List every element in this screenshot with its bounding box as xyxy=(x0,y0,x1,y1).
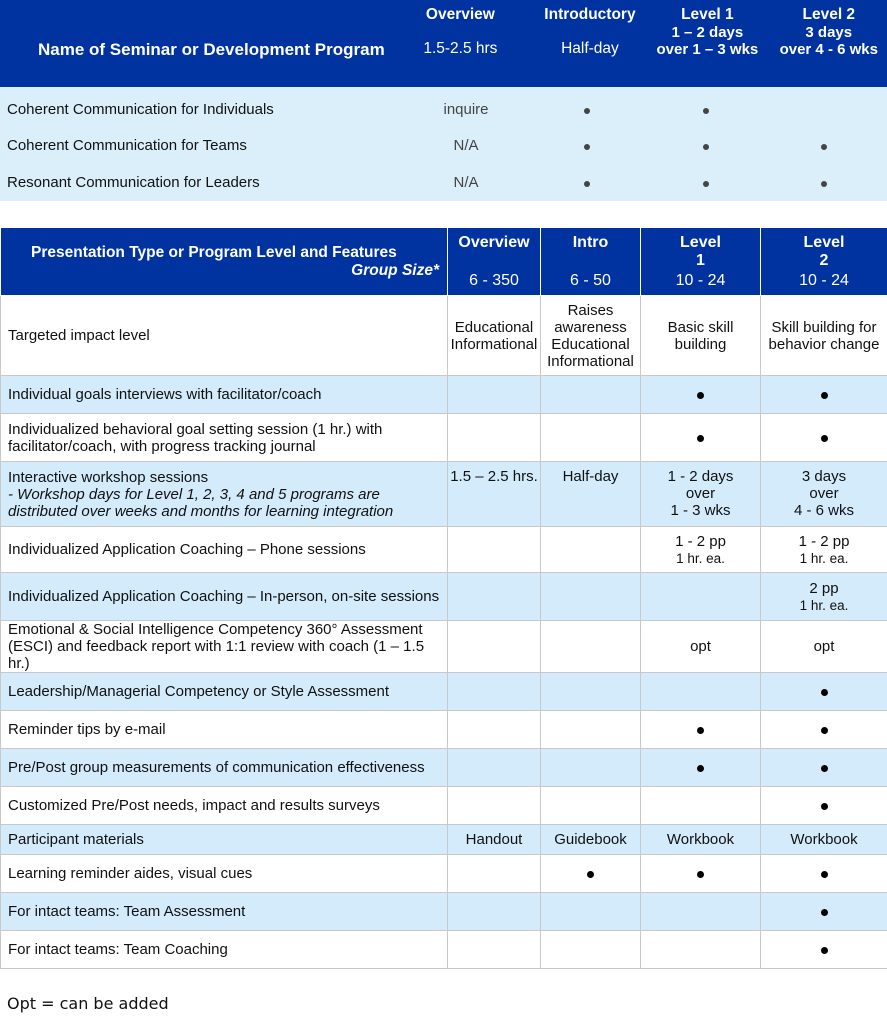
seminar-name-header: Name of Seminar or Development Program xyxy=(38,39,385,59)
feature-label: Reminder tips by e-mail xyxy=(1,711,448,749)
level-2-cell: Workbook xyxy=(761,825,887,855)
bullet-dot-icon xyxy=(697,435,704,442)
intro-cell xyxy=(541,749,641,787)
col-header-overview: Overview 6 - 350 xyxy=(448,228,541,296)
bullet-dot-icon xyxy=(587,871,594,878)
bullet-dot-icon xyxy=(703,108,709,114)
features-table-header xyxy=(1,228,887,296)
level-1-cell xyxy=(641,376,761,414)
level-1-cell xyxy=(641,573,761,621)
col-header-level-2: Level 2 3 days over 4 - 6 wks xyxy=(779,6,878,58)
feature-label: For intact teams: Team Assessment xyxy=(1,893,448,931)
level-2-cell: opt xyxy=(761,621,887,673)
feature-label: Individualized behavioral goal setting session (1 hr.) with facilitator/coach, with progress tracking journal xyxy=(1,414,448,462)
table-row xyxy=(1,931,887,969)
intro-cell xyxy=(541,893,641,931)
bullet-dot-icon xyxy=(697,765,704,772)
level-2-cell: 2 pp 1 hr. ea. xyxy=(761,573,887,621)
level-1-cell xyxy=(641,787,761,825)
group-size-value: 10 - 24 xyxy=(799,271,849,289)
col-header-overview: Overview 1.5-2.5 hrs xyxy=(423,6,498,57)
table-row xyxy=(0,164,887,201)
col-header-intro: Intro 6 - 50 xyxy=(541,228,641,296)
bullet-dot-icon xyxy=(584,181,590,187)
intro-cell xyxy=(541,855,641,893)
overview-cell xyxy=(448,931,541,969)
table-row xyxy=(1,414,887,462)
group-size-label: Group Size* xyxy=(351,261,439,279)
feature-label: Learning reminder aides, visual cues xyxy=(1,855,448,893)
intro-cell xyxy=(541,787,641,825)
table-row xyxy=(1,893,887,931)
table-row xyxy=(1,787,887,825)
col-header-level-2: Level 2 10 - 24 xyxy=(761,228,887,296)
bullet-dot-icon xyxy=(821,871,828,878)
bullet-dot-icon xyxy=(821,909,828,916)
overview-value: N/A xyxy=(453,137,479,154)
bullet-dot-icon xyxy=(697,727,704,734)
bullet-dot-icon xyxy=(584,108,590,114)
level-1-cell: Basic skill building xyxy=(641,296,761,376)
bullet-dot-icon xyxy=(697,392,704,399)
bullet-dot-icon xyxy=(821,181,827,187)
level-1-cell xyxy=(641,893,761,931)
bullet-dot-icon xyxy=(821,765,828,772)
level-2-cell: 1 - 2 pp 1 hr. ea. xyxy=(761,527,887,573)
intro-cell xyxy=(541,414,641,462)
overview-cell: 1.5 – 2.5 hrs. xyxy=(448,462,541,527)
level-1-cell xyxy=(652,101,760,118)
group-size-value: 10 - 24 xyxy=(675,271,726,289)
overview-cell xyxy=(448,787,541,825)
table-row xyxy=(1,376,887,414)
intro-cell: Raises awareness Educational Informational xyxy=(541,296,641,376)
level-1-cell: 1 - 2 pp 1 hr. ea. xyxy=(641,527,761,573)
bullet-dot-icon xyxy=(821,435,828,442)
feature-label: Participant materials xyxy=(1,825,448,855)
table-row xyxy=(1,462,887,527)
level-1-cell: opt xyxy=(641,621,761,673)
footnote: Opt = can be added xyxy=(7,994,169,1013)
table-row xyxy=(1,527,887,573)
bullet-dot-icon xyxy=(703,144,709,150)
col-header-level-1: Level 1 1 – 2 days over 1 – 3 wks xyxy=(656,6,759,58)
bullet-dot-icon xyxy=(697,871,704,878)
bullet-dot-icon xyxy=(703,181,709,187)
feature-label: Emotional & Social Intelligence Competency 360° Assessment (ESCI) and feedback report with 1:1 review with coach (1 – 1.5 hr.) xyxy=(1,621,448,673)
overview-cell xyxy=(448,527,541,573)
feature-label: Targeted impact level xyxy=(1,296,448,376)
feature-label: For intact teams: Team Coaching xyxy=(1,931,448,969)
overview-cell: Educational Informational xyxy=(448,296,541,376)
overview-value: N/A xyxy=(453,174,479,191)
intro-cell xyxy=(541,621,641,673)
level-2-cell xyxy=(761,711,887,749)
bullet-dot-icon xyxy=(584,144,590,150)
level-2-cell: Skill building for behavior change xyxy=(761,296,887,376)
level-2-cell xyxy=(761,673,887,711)
overview-cell xyxy=(448,711,541,749)
bullet-dot-icon xyxy=(821,803,828,810)
intro-cell xyxy=(541,931,641,969)
col-header-introductory: Introductory Half-day xyxy=(544,6,636,57)
feature-label: Individual goals interviews with facilitator/coach xyxy=(1,376,448,414)
level-2-cell xyxy=(760,174,887,191)
level-1-cell xyxy=(641,855,761,893)
level-2-cell xyxy=(761,376,887,414)
level-1-cell xyxy=(652,137,760,154)
intro-cell: Guidebook xyxy=(541,825,641,855)
table-row xyxy=(1,573,887,621)
bullet-dot-icon xyxy=(821,727,828,734)
seminar-programs-table xyxy=(0,0,887,201)
overview-cell xyxy=(448,376,541,414)
table-row xyxy=(1,749,887,787)
introductory-cell xyxy=(522,101,652,118)
bullet-dot-icon xyxy=(821,689,828,696)
intro-cell: Half-day xyxy=(541,462,641,527)
group-size-value: 6 - 50 xyxy=(570,271,611,289)
overview-cell xyxy=(448,573,541,621)
table-row xyxy=(1,855,887,893)
program-name: Resonant Communication for Leaders xyxy=(7,174,260,191)
overview-cell xyxy=(448,893,541,931)
introductory-cell xyxy=(522,174,652,191)
overview-cell: Handout xyxy=(448,825,541,855)
bullet-dot-icon xyxy=(821,144,827,150)
level-1-cell xyxy=(641,711,761,749)
group-size-value: 6 - 350 xyxy=(469,271,519,289)
feature-label: Individualized Application Coaching – Phone sessions xyxy=(1,527,448,573)
seminar-table-body xyxy=(0,87,887,201)
level-1-cell xyxy=(641,673,761,711)
overview-cell xyxy=(448,749,541,787)
level-1-cell xyxy=(641,749,761,787)
level-1-cell xyxy=(652,174,760,191)
level-2-cell xyxy=(761,414,887,462)
intro-cell xyxy=(541,711,641,749)
intro-cell xyxy=(541,527,641,573)
feature-label: Customized Pre/Post needs, impact and results surveys xyxy=(1,787,448,825)
feature-label: Individualized Application Coaching – In-person, on-site sessions xyxy=(1,573,448,621)
overview-cell xyxy=(448,621,541,673)
table-row xyxy=(1,673,887,711)
features-table xyxy=(0,227,887,969)
table-row xyxy=(1,711,887,749)
intro-cell xyxy=(541,573,641,621)
program-name: Coherent Communication for Individuals xyxy=(7,100,274,118)
overview-cell xyxy=(448,855,541,893)
overview-cell xyxy=(448,673,541,711)
col-header-level-1: Level 1 10 - 24 xyxy=(641,228,761,296)
table-row xyxy=(1,825,887,855)
level-2-cell xyxy=(761,855,887,893)
level-2-cell xyxy=(761,749,887,787)
level-1-cell xyxy=(641,931,761,969)
intro-cell xyxy=(541,673,641,711)
level-2-cell xyxy=(761,787,887,825)
feature-label: Interactive workshop sessions - Workshop days for Level 1, 2, 3, 4 and 5 programs are distributed over weeks and months for learning integration xyxy=(1,462,448,527)
overview-cell xyxy=(448,414,541,462)
features-name-header: Presentation Type or Program Level and Features Group Size* xyxy=(1,228,448,296)
seminar-table-header xyxy=(0,0,887,87)
bullet-dot-icon xyxy=(821,947,828,954)
feature-note: - Workshop days for Level 1, 2, 3, 4 and 5 programs are distributed over weeks and months for learning integration xyxy=(8,485,394,520)
level-2-cell xyxy=(761,931,887,969)
level-1-cell: Workbook xyxy=(641,825,761,855)
table-row xyxy=(1,296,887,376)
feature-label: Pre/Post group measurements of communication effectiveness xyxy=(1,749,448,787)
program-name: Coherent Communication for Teams xyxy=(7,137,247,154)
feature-label: Leadership/Managerial Competency or Style Assessment xyxy=(1,673,448,711)
intro-cell xyxy=(541,376,641,414)
table-row xyxy=(0,87,887,127)
table-row xyxy=(1,621,887,673)
level-2-cell: 3 days over 4 - 6 wks xyxy=(761,462,887,527)
level-1-cell xyxy=(641,414,761,462)
overview-value: inquire xyxy=(443,100,489,118)
level-1-cell: 1 - 2 days over 1 - 3 wks xyxy=(641,462,761,527)
level-2-cell xyxy=(760,137,887,154)
level-2-cell xyxy=(761,893,887,931)
introductory-cell xyxy=(522,137,652,154)
bullet-dot-icon xyxy=(821,392,828,399)
table-row xyxy=(0,127,887,164)
